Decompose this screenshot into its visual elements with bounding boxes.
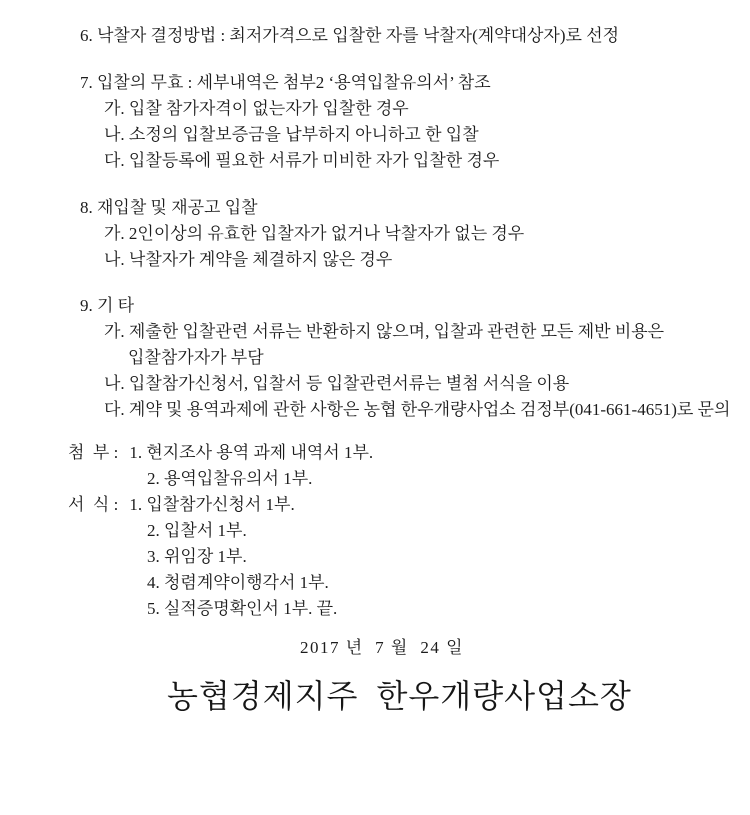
section-7-subitem-ga: 가. 입찰 참가자격이 없는자가 입찰한 경우 bbox=[104, 99, 409, 118]
section-8 bbox=[0, 195, 750, 273]
section-8-subitem-ga: 가. 2인이상의 유효한 입찰자가 없거나 낙찰자가 없는 경우 bbox=[104, 224, 525, 243]
form-item: 1. 입찰참가신청서 1부. bbox=[129, 495, 295, 514]
section-9-subitem-ga-line2: 입찰참가자가 부담 bbox=[128, 348, 264, 367]
attachment-item: 2. 용역입찰유의서 1부. bbox=[147, 469, 313, 488]
section-9-subitem-da: 다. 계약 및 용역과제에 관한 사항은 농협 한우개량사업소 검정부(041-661-4651)로 문의 bbox=[104, 400, 731, 419]
section-8-heading: 8. 재입찰 및 재공고 입찰 bbox=[80, 198, 258, 217]
attachment-item: 1. 현지조사 용역 과제 내역서 1부. bbox=[129, 443, 374, 462]
section-9-subitem-ga-line1: 가. 제출한 입찰관련 서류는 반환하지 않으며, 입찰과 관련한 모든 제반 비용은 bbox=[104, 322, 665, 341]
forms-row-2 bbox=[0, 518, 750, 544]
forms-row-1 bbox=[0, 492, 750, 518]
forms-row-4 bbox=[0, 570, 750, 596]
section-9-heading: 9. 기 타 bbox=[80, 296, 135, 315]
section-6 bbox=[0, 23, 750, 49]
section-7-subitem-da: 다. 입찰등록에 필요한 서류가 미비한 자가 입찰한 경우 bbox=[104, 151, 500, 170]
forms-row-3 bbox=[0, 544, 750, 570]
attachments-row-1 bbox=[0, 440, 750, 466]
section-9-subitem-na: 나. 입찰참가신청서, 입찰서 등 입찰관련서류는 별첨 서식을 이용 bbox=[104, 374, 570, 393]
section-7-subitem-na: 나. 소정의 입찰보증금을 납부하지 아니하고 한 입찰 bbox=[104, 125, 479, 144]
form-item: 5. 실적증명확인서 1부. 끝. bbox=[147, 599, 338, 618]
section-9 bbox=[0, 293, 750, 423]
section-8-subitem-na: 나. 낙찰자가 계약을 체결하지 않은 경우 bbox=[104, 250, 393, 269]
section-7 bbox=[0, 70, 750, 174]
form-item: 4. 청렴계약이행각서 1부. bbox=[147, 573, 329, 592]
forms-label: 서 식 : bbox=[68, 495, 119, 514]
form-item: 3. 위임장 1부. bbox=[147, 547, 247, 566]
form-item: 2. 입찰서 1부. bbox=[147, 521, 247, 540]
forms-row-5 bbox=[0, 596, 750, 622]
section-7-heading: 7. 입찰의 무효 : 세부내역은 첨부2 ‘용역입찰유의서’ 참조 bbox=[80, 73, 491, 92]
document-page bbox=[0, 23, 750, 815]
date-line: 2017 년 7 월 24 일 bbox=[300, 638, 465, 657]
section-6-heading: 6. 낙찰자 결정방법 : 최저가격으로 입찰한 자를 낙찰자(계약대상자)로 선정 bbox=[80, 26, 620, 45]
attachments-label: 첨 부 : bbox=[68, 443, 119, 462]
signature-line: 농협경제지주 한우개량사업소장 bbox=[167, 678, 632, 714]
attachments-block bbox=[0, 440, 750, 622]
attachments-row-2 bbox=[0, 466, 750, 492]
